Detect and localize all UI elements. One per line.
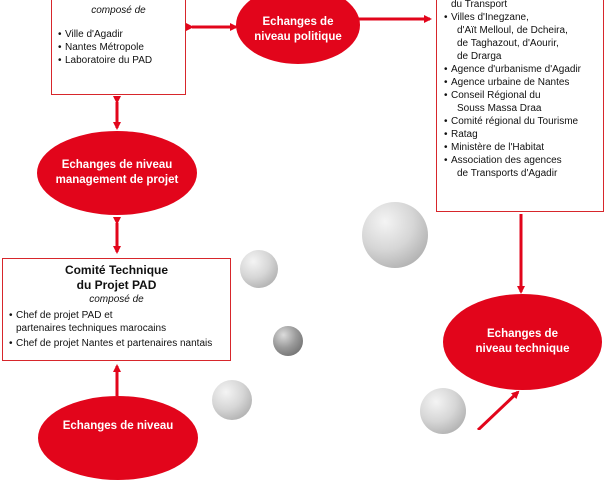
- ellipse-label: management de projet: [55, 174, 179, 186]
- decorative-sphere: [212, 380, 252, 420]
- ellipse-label: Echanges de niveau: [61, 159, 173, 171]
- list-item: • Conseil Régional du Souss Massa Draa: [451, 89, 603, 115]
- ellipse-niveau-technique: [443, 294, 602, 390]
- member-list: [16, 309, 230, 350]
- box-subtitle: composé de: [91, 5, 146, 16]
- list-item: • Ministère de l'Habitat: [451, 141, 603, 154]
- ellipse-label: Echanges de niveau: [62, 420, 174, 432]
- decorative-sphere: [362, 202, 428, 268]
- comite-technique-box: [2, 258, 231, 361]
- partners-box-top-left: [51, 0, 186, 95]
- decorative-sphere: [420, 388, 466, 434]
- ellipse-management-projet: [37, 131, 197, 215]
- partner-list: [65, 28, 185, 67]
- list-item: du Transport: [451, 0, 508, 10]
- list-item: • Agence urbaine de Nantes: [451, 76, 603, 89]
- comite-title: Comité Technique du Projet PAD: [64, 263, 169, 292]
- list-item: • Comité régional du Tourisme: [451, 115, 603, 128]
- list-item: • Villes d'Inegzane, d'Aït Melloul, de Dcheira, de Taghazout, d'Aourir, de Drarga: [451, 11, 603, 63]
- ellipse-label: Echanges de: [262, 16, 334, 28]
- ellipse-label: Echanges de: [487, 328, 558, 340]
- ellipse-label: niveau technique: [475, 343, 570, 355]
- decorative-sphere: [240, 250, 278, 288]
- list-item: • Ratag: [451, 128, 603, 141]
- list-item: • Chef de projet PAD et partenaires techniques marocains: [16, 309, 230, 335]
- list-item: • Association des agences de Transports d'Agadir: [451, 154, 603, 180]
- list-item: • Nantes Métropole: [65, 41, 185, 54]
- ellipse-label: niveau politique: [254, 31, 342, 43]
- partner-list: [451, 0, 603, 180]
- arrow-diagonal-technique: [478, 392, 518, 430]
- ellipse-bottom: [38, 396, 198, 480]
- list-item: • Chef de projet Nantes et partenaires nantais: [16, 337, 230, 350]
- list-item: • Laboratoire du PAD: [65, 54, 185, 67]
- box-subtitle: composé de: [89, 294, 144, 305]
- list-item: • Agence d'urbanisme d'Agadir: [451, 63, 603, 76]
- decorative-sphere: [273, 326, 303, 356]
- partners-box-right: [436, 0, 604, 212]
- list-item: • Ville d'Agadir: [65, 28, 185, 41]
